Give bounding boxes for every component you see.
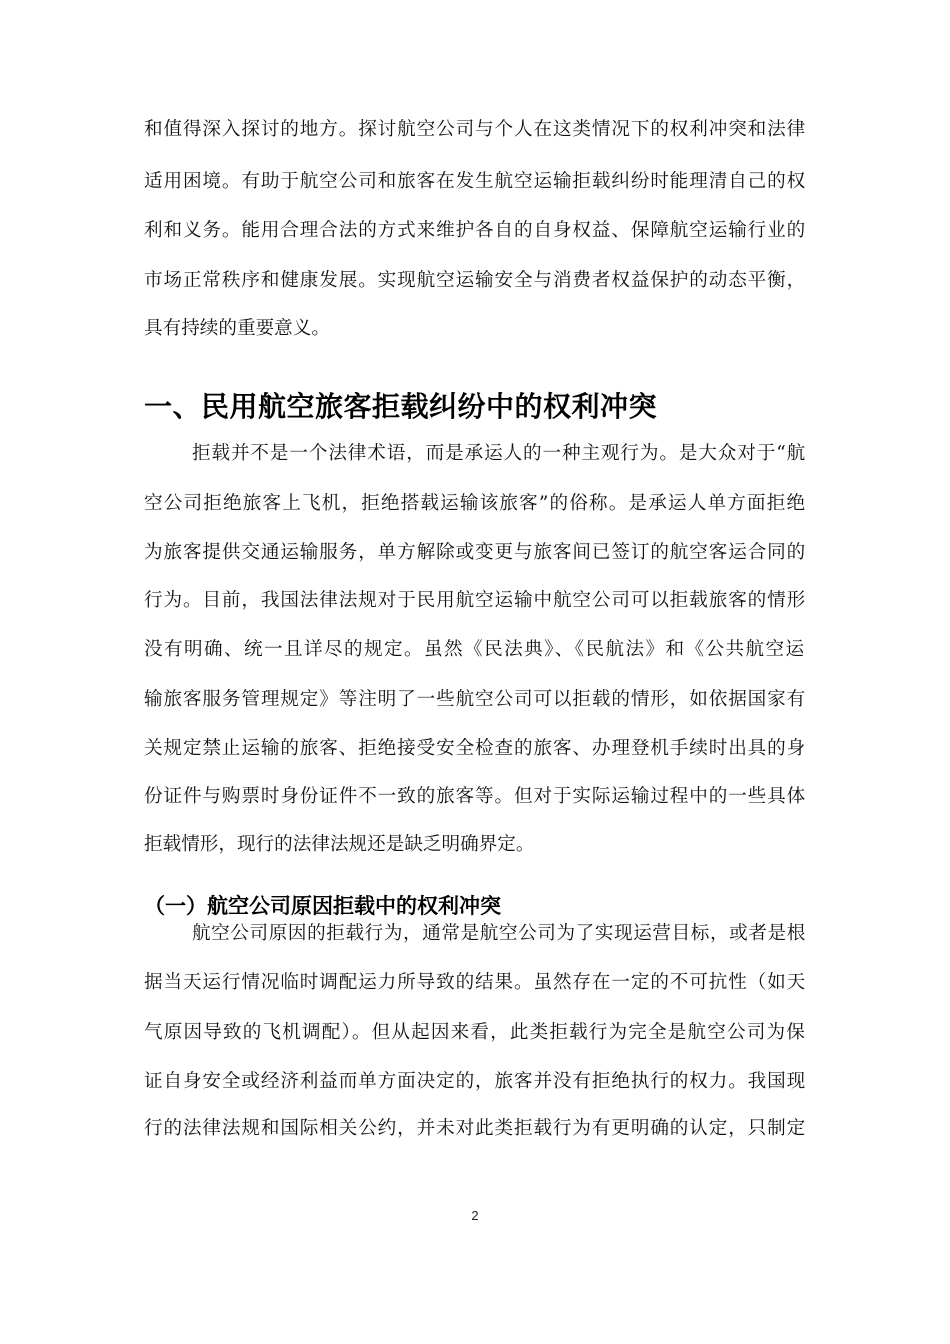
section-heading: 一、民用航空旅客拒载纠纷中的权利冲突 [144,389,658,423]
intro-line-4: 市场正常秩序和健康发展。实现航空运输安全与消费者权益保护的动态平衡， [144,270,807,291]
section1-line-1: 拒载并不是一个法律术语，而是承运人的一种主观行为。是大众对于“航 [192,443,807,464]
intro-line-2: 适用困境。有助于航空公司和旅客在发生航空运输拒载纠纷时能理清自己的权 [144,171,807,192]
intro-line-5: 具有持续的重要意义。 [144,318,330,339]
subsection1-line-2: 据当天运行情况临时调配运力所导致的结果。虽然存在一定的不可抗性（如天 [144,972,807,993]
section1-line-2: 空公司拒绝旅客上飞机，拒绝搭载运输该旅客”的俗称。是承运人单方面拒绝 [144,493,807,514]
intro-line-3: 利和义务。能用合理合法的方式来维护各自的自身权益、保障航空运输行业的 [144,220,807,241]
section1-line-8: 份证件与购票时身份证件不一致的旅客等。但对于实际运输过程中的一些具体 [144,786,807,807]
subsection1-line-1: 航空公司原因的拒载行为，通常是航空公司为了实现运营目标，或者是根 [192,923,806,944]
section1-line-7: 关规定禁止运输的旅客、拒绝接受安全检查的旅客、办理登机手续时出具的身 [144,738,807,759]
section1-line-9: 拒载情形，现行的法律法规还是缺乏明确界定。 [144,834,535,855]
page-number: 2 [471,1208,479,1223]
subsection-heading: （一）航空公司原因拒载中的权利冲突 [144,894,501,919]
subsection1-line-4: 证自身安全或经济利益而单方面决定的，旅客并没有拒绝执行的权力。我国现 [144,1071,807,1092]
section1-line-6: 输旅客服务管理规定》等注明了一些航空公司可以拒载的情形，如依据国家有 [144,689,807,710]
intro-line-1: 和值得深入探讨的地方。探讨航空公司与个人在这类情况下的权利冲突和法律 [144,119,807,140]
section1-line-5: 没有明确、统一且详尽的规定。虽然《民法典》、《民航法》和《公共航空运 [144,639,806,660]
subsection1-line-3: 气原因导致的飞机调配）。但从起因来看，此类拒载行为完全是航空公司为保 [144,1022,806,1043]
section1-line-4: 行为。目前，我国法律法规对于民用航空运输中航空公司可以拒载旅客的情形 [144,590,807,611]
subsection1-line-5: 行的法律法规和国际相关公约，并未对此类拒载行为有更明确的认定，只制定 [144,1118,807,1139]
section1-line-3: 为旅客提供交通运输服务，单方解除或变更与旅客间已签订的航空客运合同的 [144,542,807,563]
